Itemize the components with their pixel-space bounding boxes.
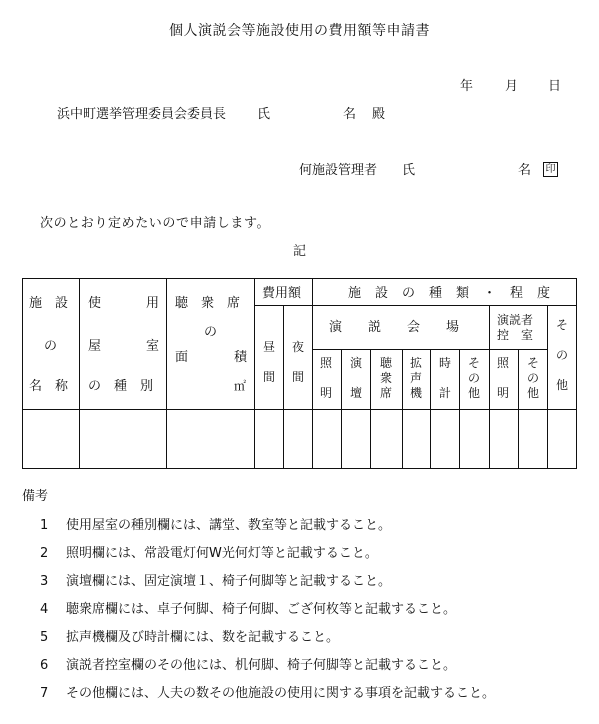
table-line [547, 305, 548, 469]
remark-number: 1 [40, 518, 49, 533]
table-line [312, 278, 313, 469]
addressee-name-label: 名 [343, 107, 357, 122]
table-line [341, 349, 342, 469]
room-type-header: 用 [146, 296, 160, 311]
remarks-heading: 備考 [22, 489, 49, 504]
remark-text: その他欄には、人夫の数その他施設の使用に関する事項を記載すること。 [66, 686, 496, 701]
manager-surname-label: 氏 [402, 163, 416, 178]
table-line [166, 278, 167, 469]
remark-number: 7 [40, 686, 49, 701]
room-type-header: 室 [146, 339, 160, 354]
table-line [402, 349, 403, 469]
audience-area-header: 聴 衆 席 [175, 296, 241, 311]
table-line [79, 278, 80, 469]
remark-text: 照明欄には、常設電灯何W光何灯等と記載すること。 [66, 546, 378, 561]
table-border-right [576, 278, 577, 469]
remark-number: 2 [40, 546, 49, 561]
seal-mark: 印 [543, 162, 558, 177]
table-line [459, 349, 460, 469]
remark-text: 使用屋室の種別欄には、講堂、教室等と記載すること。 [66, 518, 392, 533]
hall-clock-header: 時 計 [438, 356, 451, 400]
area-unit-label: ㎡ [234, 379, 247, 393]
ki-marker: 記 [293, 244, 307, 259]
cost-header: 費用額 [262, 286, 302, 301]
date-year-label: 年 [460, 79, 474, 94]
remark-number: 4 [40, 602, 49, 617]
waiting-other-header: そ の 他 [526, 356, 539, 400]
table-line [22, 409, 576, 410]
manager-title: 何施設管理者 [299, 163, 378, 178]
hall-loudspeaker-header: 拡 声 機 [409, 356, 422, 400]
request-statement: 次のとおり定めたいので申請します。 [40, 216, 271, 231]
audience-area-header: の [204, 325, 218, 340]
audience-area-header: 面 [175, 350, 189, 365]
cost-night-header: 夜 間 [291, 340, 304, 384]
waiting-lighting-header: 照 明 [496, 356, 509, 400]
remark-number: 6 [40, 658, 49, 673]
remark-number: 3 [40, 574, 49, 589]
table-border-top [22, 278, 576, 279]
remark-number: 5 [40, 630, 49, 645]
room-type-header: 使 [88, 296, 102, 311]
table-border-bottom [22, 468, 576, 469]
date-day-label: 日 [548, 79, 562, 94]
facility-name-header: 名 称 [29, 379, 69, 394]
hall-lighting-header: 照 明 [319, 356, 332, 400]
other-header: そ の 他 [555, 318, 568, 392]
waiting-room-header: 演説者 控 室 [497, 313, 534, 342]
table-line [254, 305, 576, 306]
facility-kind-header: 施 設 の 種 類 ・ 程 度 [348, 286, 551, 301]
table-line [518, 349, 519, 469]
audience-area-header: 積 [234, 350, 248, 365]
hall-podium-header: 演 壇 [349, 356, 362, 400]
date-line [0, 80, 599, 96]
table-line [370, 349, 371, 469]
table-line [283, 305, 284, 469]
addressee-organization: 浜中町選挙管理委員会委員長 [57, 107, 227, 122]
page-title: 個人演説会等施設使用の費用額等申請書 [169, 23, 430, 39]
table-line [489, 305, 490, 469]
addressee-honorific: 殿 [372, 107, 386, 122]
table-line [254, 278, 255, 469]
remark-text: 拡声機欄及び時計欄には、数を記載すること。 [66, 630, 340, 645]
facility-name-header: 施 設 [29, 296, 69, 311]
room-type-header: の 種 別 [88, 379, 154, 394]
table-line [430, 349, 431, 469]
facility-name-header: の [44, 339, 58, 354]
hall-audience-header: 聴 衆 席 [379, 356, 392, 400]
remark-text: 聴衆席欄には、卓子何脚、椅子何脚、ござ何枚等と記載すること。 [66, 602, 457, 617]
room-type-header: 屋 [88, 339, 102, 354]
manager-name-label: 名 [518, 163, 532, 178]
hall-header: 演 説 会 場 [329, 320, 460, 335]
date-month-label: 月 [505, 79, 519, 94]
remark-text: 演壇欄には、固定演壇１、椅子何脚等と記載すること。 [66, 574, 392, 589]
table-border-left [22, 278, 23, 469]
hall-other-header: そ の 他 [467, 356, 480, 400]
cost-day-header: 昼 間 [262, 340, 275, 384]
addressee-surname-label: 氏 [257, 107, 271, 122]
remark-text: 演説者控室欄のその他には、机何脚、椅子何脚等と記載すること。 [66, 658, 457, 673]
